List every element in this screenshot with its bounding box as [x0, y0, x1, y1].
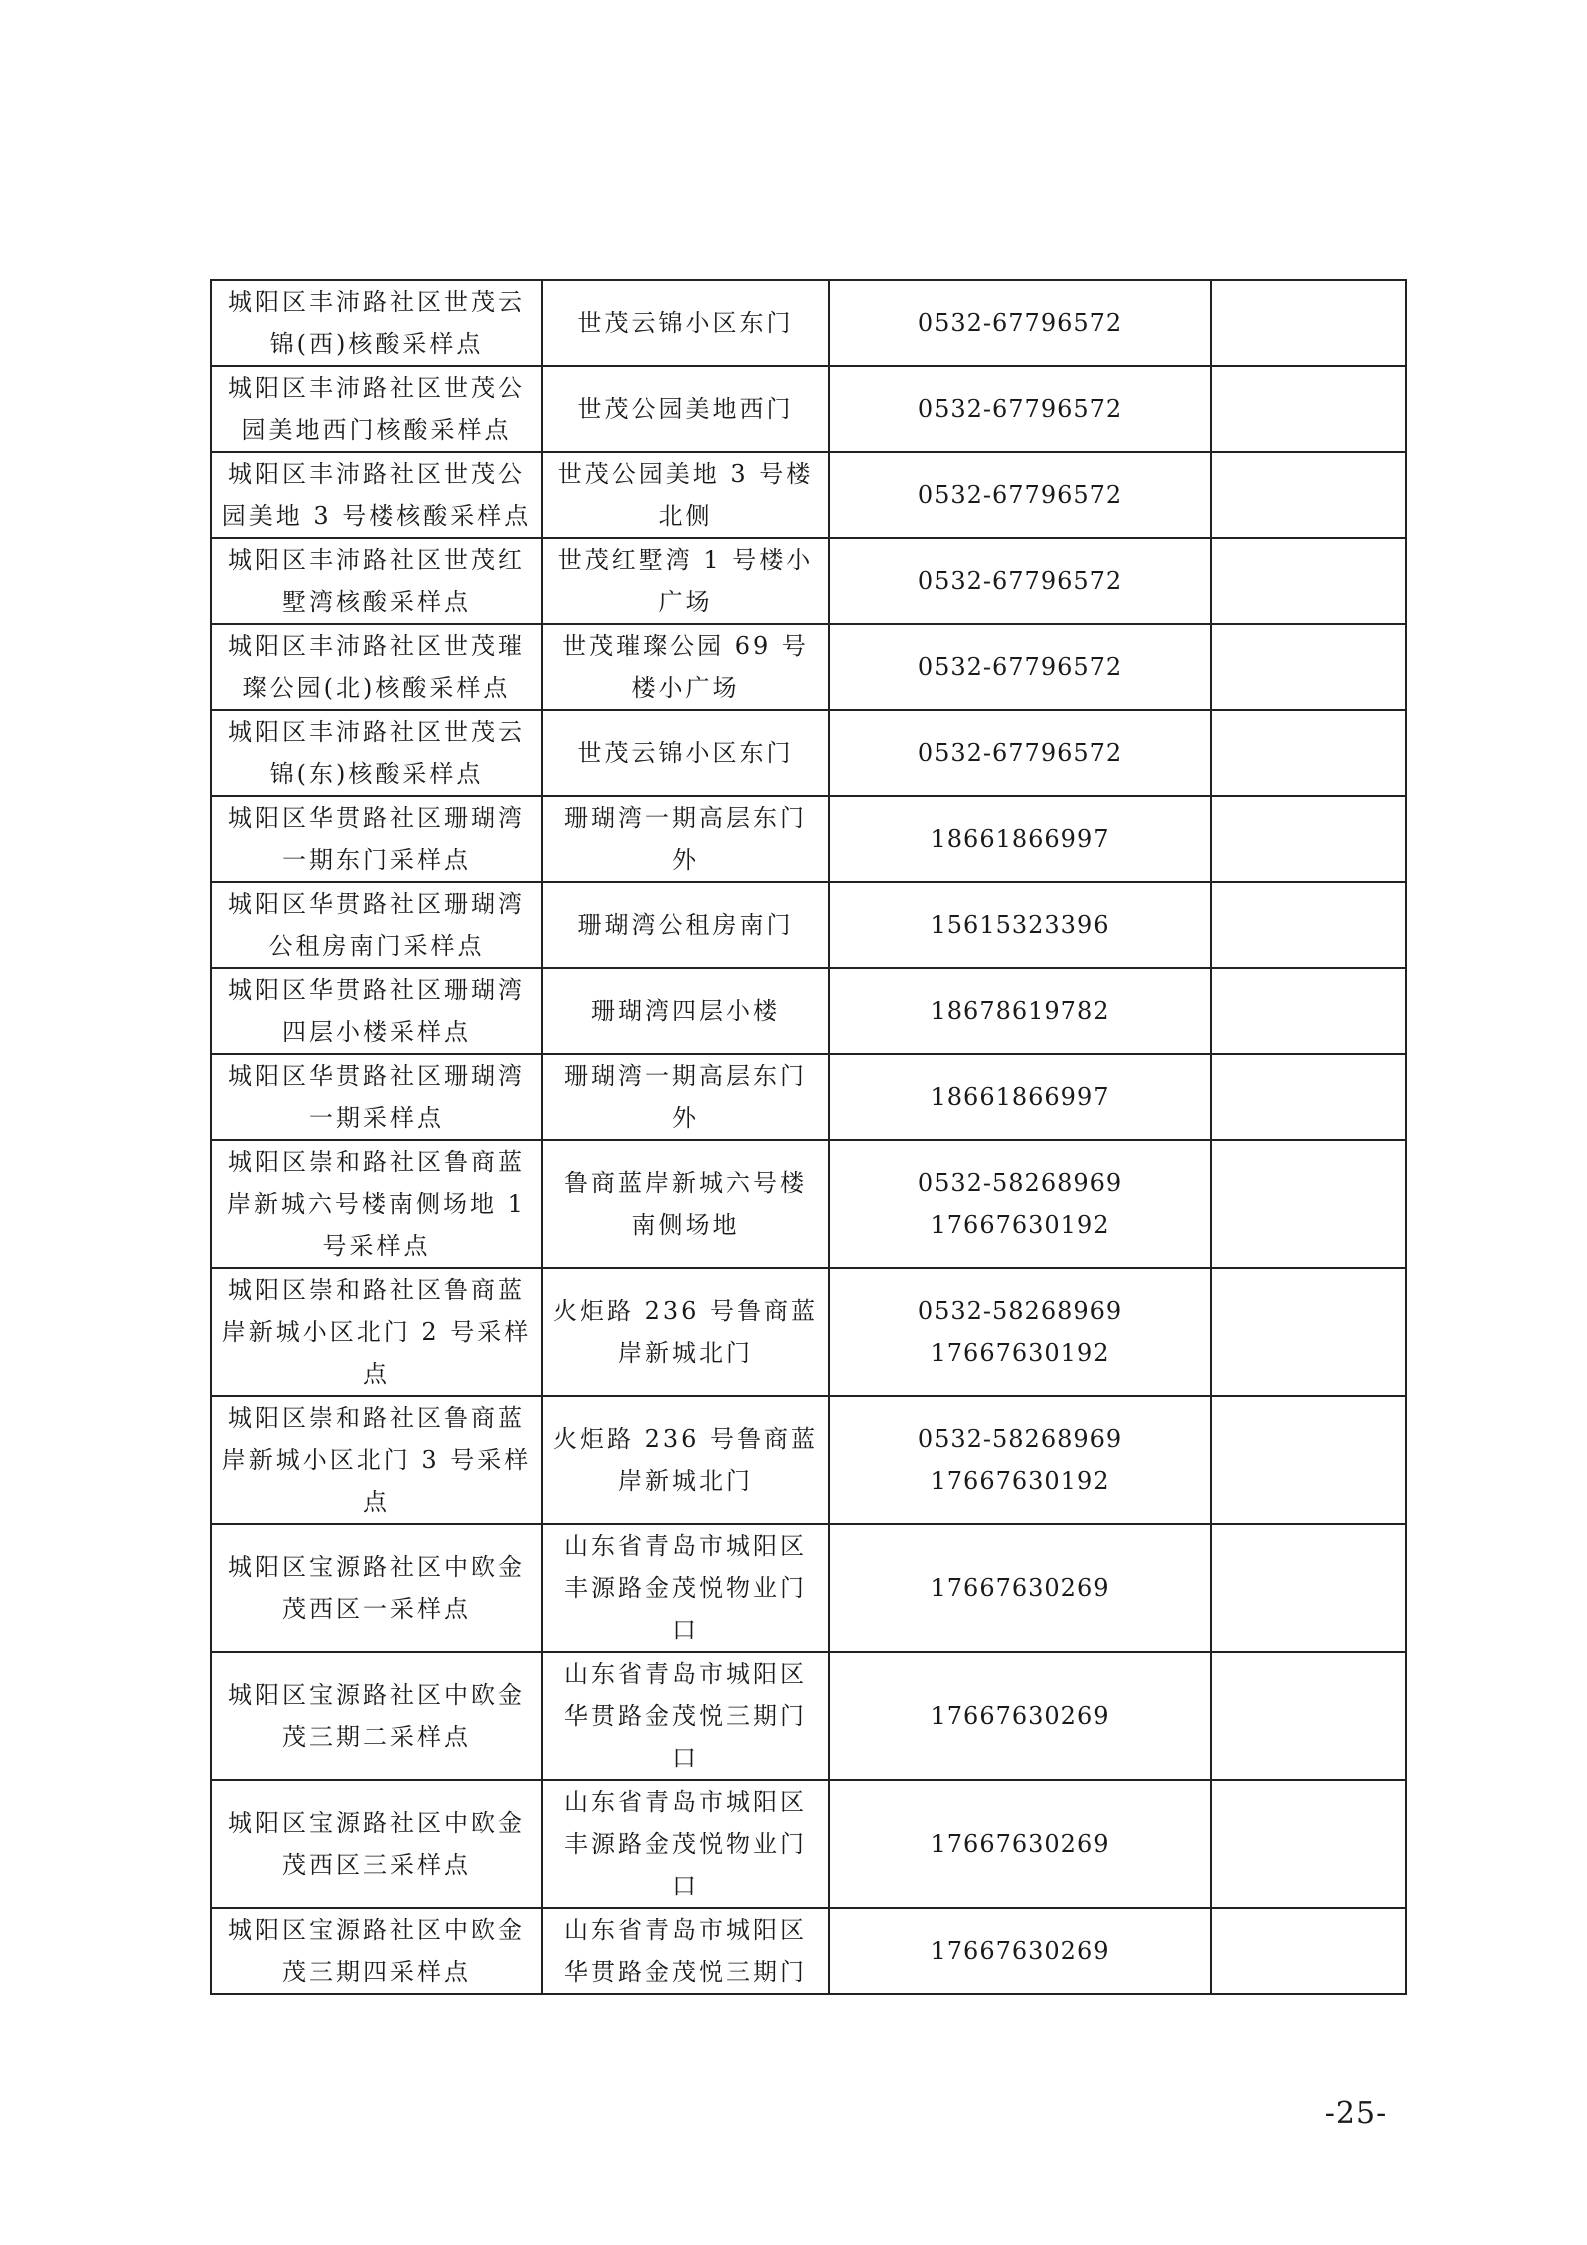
site-name-cell: 城阳区宝源路社区中欧金茂三期四采样点 [211, 1908, 542, 1994]
contact-phone: 17667630269 [930, 1574, 1110, 1602]
site-name-cell: 城阳区丰沛路社区世茂云锦(西)核酸采样点 [211, 280, 542, 366]
contact-phone: 18678619782 [930, 997, 1110, 1025]
contact-phone-cell [829, 452, 1211, 538]
site-location-cell: 世茂璀璨公园 69 号楼小广场 [542, 624, 829, 710]
site-location-cell: 世茂云锦小区东门 [542, 710, 829, 796]
table-row [211, 1140, 1406, 1268]
contact-phone-secondary: 17667630192 [930, 1467, 1110, 1495]
table-row [211, 624, 1406, 710]
contact-phone-secondary: 17667630192 [930, 1211, 1110, 1239]
note-cell [1211, 796, 1406, 882]
table-body [211, 280, 1406, 1994]
contact-phone-cell [829, 1268, 1211, 1396]
contact-phone-cell [829, 1908, 1211, 1994]
note-cell [1211, 1652, 1406, 1780]
site-location-cell: 火炬路 236 号鲁商蓝岸新城北门 [542, 1268, 829, 1396]
contact-phone-cell [829, 1054, 1211, 1140]
table-row [211, 366, 1406, 452]
page-number: -25- [1324, 2096, 1388, 2131]
site-location-cell: 世茂公园美地西门 [542, 366, 829, 452]
site-location-cell: 珊瑚湾一期高层东门外 [542, 1054, 829, 1140]
sampling-sites-table [210, 279, 1407, 1995]
table-row [211, 710, 1406, 796]
contact-phone-cell [829, 1652, 1211, 1780]
site-location-cell: 火炬路 236 号鲁商蓝岸新城北门 [542, 1396, 829, 1524]
note-cell [1211, 624, 1406, 710]
table-row [211, 452, 1406, 538]
table-row [211, 1780, 1406, 1908]
contact-phone-cell [829, 1140, 1211, 1268]
contact-phone-cell [829, 1780, 1211, 1908]
contact-phone: 0532-67796572 [917, 739, 1123, 767]
contact-phone: 0532-58268969 [917, 1425, 1123, 1453]
site-name-cell: 城阳区崇和路社区鲁商蓝岸新城小区北门 2 号采样点 [211, 1268, 542, 1396]
contact-phone-cell [829, 1524, 1211, 1652]
contact-phone: 0532-58268969 [917, 1169, 1123, 1197]
site-name-cell: 城阳区华贯路社区珊瑚湾一期采样点 [211, 1054, 542, 1140]
site-location-cell: 世茂云锦小区东门 [542, 280, 829, 366]
note-cell [1211, 452, 1406, 538]
note-cell [1211, 710, 1406, 796]
note-cell [1211, 882, 1406, 968]
contact-phone-cell [829, 882, 1211, 968]
note-cell [1211, 1140, 1406, 1268]
contact-phone: 17667630269 [930, 1830, 1110, 1858]
table-row [211, 538, 1406, 624]
site-location-cell: 珊瑚湾四层小楼 [542, 968, 829, 1054]
site-location-cell: 鲁商蓝岸新城六号楼南侧场地 [542, 1140, 829, 1268]
note-cell [1211, 1396, 1406, 1524]
contact-phone: 0532-67796572 [917, 653, 1123, 681]
site-name-cell: 城阳区崇和路社区鲁商蓝岸新城六号楼南侧场地 1 号采样点 [211, 1140, 542, 1268]
table-row [211, 1396, 1406, 1524]
note-cell [1211, 1524, 1406, 1652]
note-cell [1211, 968, 1406, 1054]
contact-phone-cell [829, 710, 1211, 796]
contact-phone: 0532-67796572 [917, 395, 1123, 423]
contact-phone: 0532-67796572 [917, 481, 1123, 509]
table-row [211, 1524, 1406, 1652]
table-row [211, 882, 1406, 968]
note-cell [1211, 1908, 1406, 1994]
table-row [211, 796, 1406, 882]
site-name-cell: 城阳区宝源路社区中欧金茂西区三采样点 [211, 1780, 542, 1908]
note-cell [1211, 538, 1406, 624]
site-name-cell: 城阳区华贯路社区珊瑚湾一期东门采样点 [211, 796, 542, 882]
contact-phone-cell [829, 796, 1211, 882]
table-row [211, 968, 1406, 1054]
site-name-cell: 城阳区华贯路社区珊瑚湾四层小楼采样点 [211, 968, 542, 1054]
table-row [211, 280, 1406, 366]
contact-phone-cell [829, 280, 1211, 366]
site-name-cell: 城阳区丰沛路社区世茂公园美地西门核酸采样点 [211, 366, 542, 452]
site-location-cell: 珊瑚湾一期高层东门外 [542, 796, 829, 882]
site-location-cell: 山东省青岛市城阳区丰源路金茂悦物业门口 [542, 1524, 829, 1652]
contact-phone-cell [829, 968, 1211, 1054]
note-cell [1211, 1054, 1406, 1140]
site-name-cell: 城阳区宝源路社区中欧金茂西区一采样点 [211, 1524, 542, 1652]
contact-phone: 0532-58268969 [917, 1297, 1123, 1325]
table-row [211, 1908, 1406, 1994]
table-row [211, 1054, 1406, 1140]
site-location-cell: 山东省青岛市城阳区华贯路金茂悦三期门 [542, 1908, 829, 1994]
contact-phone-cell [829, 538, 1211, 624]
site-name-cell: 城阳区华贯路社区珊瑚湾公租房南门采样点 [211, 882, 542, 968]
site-name-cell: 城阳区丰沛路社区世茂璀璨公园(北)核酸采样点 [211, 624, 542, 710]
note-cell [1211, 1268, 1406, 1396]
site-location-cell: 珊瑚湾公租房南门 [542, 882, 829, 968]
contact-phone: 15615323396 [930, 911, 1110, 939]
site-location-cell: 山东省青岛市城阳区丰源路金茂悦物业门口 [542, 1780, 829, 1908]
contact-phone: 18661866997 [930, 825, 1110, 853]
site-location-cell: 世茂红墅湾 1 号楼小广场 [542, 538, 829, 624]
contact-phone: 0532-67796572 [917, 567, 1123, 595]
note-cell [1211, 366, 1406, 452]
contact-phone-cell [829, 366, 1211, 452]
table-row [211, 1268, 1406, 1396]
contact-phone: 17667630269 [930, 1702, 1110, 1730]
contact-phone-cell [829, 624, 1211, 710]
table-row [211, 1652, 1406, 1780]
contact-phone: 0532-67796572 [917, 309, 1123, 337]
site-location-cell: 山东省青岛市城阳区华贯路金茂悦三期门口 [542, 1652, 829, 1780]
site-name-cell: 城阳区崇和路社区鲁商蓝岸新城小区北门 3 号采样点 [211, 1396, 542, 1524]
contact-phone-secondary: 17667630192 [930, 1339, 1110, 1367]
note-cell [1211, 1780, 1406, 1908]
contact-phone: 18661866997 [930, 1083, 1110, 1111]
site-name-cell: 城阳区丰沛路社区世茂公园美地 3 号楼核酸采样点 [211, 452, 542, 538]
contact-phone: 17667630269 [930, 1937, 1110, 1965]
site-name-cell: 城阳区丰沛路社区世茂云锦(东)核酸采样点 [211, 710, 542, 796]
site-name-cell: 城阳区宝源路社区中欧金茂三期二采样点 [211, 1652, 542, 1780]
site-name-cell: 城阳区丰沛路社区世茂红墅湾核酸采样点 [211, 538, 542, 624]
note-cell [1211, 280, 1406, 366]
site-location-cell: 世茂公园美地 3 号楼北侧 [542, 452, 829, 538]
contact-phone-cell [829, 1396, 1211, 1524]
